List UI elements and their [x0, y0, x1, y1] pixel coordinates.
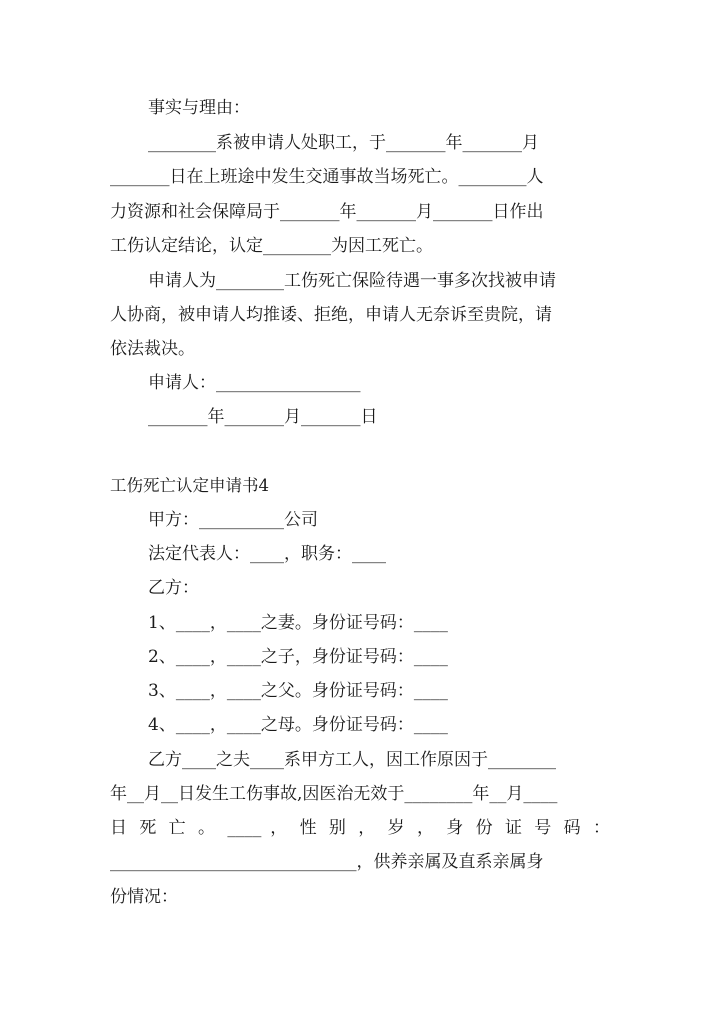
body-line: 乙方____之夫____系甲方工人，因工作原因于________ [148, 750, 556, 770]
party-b-item: 1、____，____之妻。身份证号码：____ [148, 613, 448, 633]
body-line: 工伤认定结论，认定________为因工死亡。 [110, 236, 433, 256]
body-line: 申请人为________工伤死亡保险待遇一事多次找被申请 [148, 271, 556, 291]
applicant-signature-line: 申请人：_________________ [148, 373, 361, 393]
body-line: _____________________________，供养亲属及直系亲属身 [110, 852, 544, 872]
body-line: 份情况： [110, 887, 178, 907]
party-b-heading: 乙方： [148, 578, 199, 598]
body-line: ________系被申请人处职工，于_______年_______月 [148, 133, 539, 153]
facts-heading: 事实与理由： [148, 98, 250, 118]
body-line: 日 死 亡 。 ____ ， 性 别 ， 岁 ， 身 份 证 号 码 ： [110, 818, 610, 838]
body-line: 人协商，被申请人均推诿、拒绝，申请人无奈诉至贵院，请 [110, 305, 552, 325]
party-b-item: 4、____，____之母。身份证号码：____ [148, 715, 448, 735]
party-b-item: 3、____，____之父。身份证号码：____ [148, 681, 448, 701]
party-b-item: 2、____，____之子，身份证号码：____ [148, 647, 448, 667]
body-line: _______日在上班途中发生交通事故当场死亡。________人 [110, 167, 544, 187]
date-line: _______年_______月_______日 [148, 407, 378, 427]
legal-rep-line: 法定代表人：____，职务：____ [148, 544, 386, 564]
party-a-line: 甲方：__________公司 [148, 510, 318, 530]
body-line: 依法裁决。 [110, 339, 195, 359]
section-title: 工伤死亡认定申请书4 [110, 476, 269, 495]
body-line: 年__月__日发生工伤事故,因医治无效于________年__月____ [110, 784, 558, 804]
body-line: 力资源和社会保障局于_______年_______月_______日作出 [110, 202, 544, 222]
